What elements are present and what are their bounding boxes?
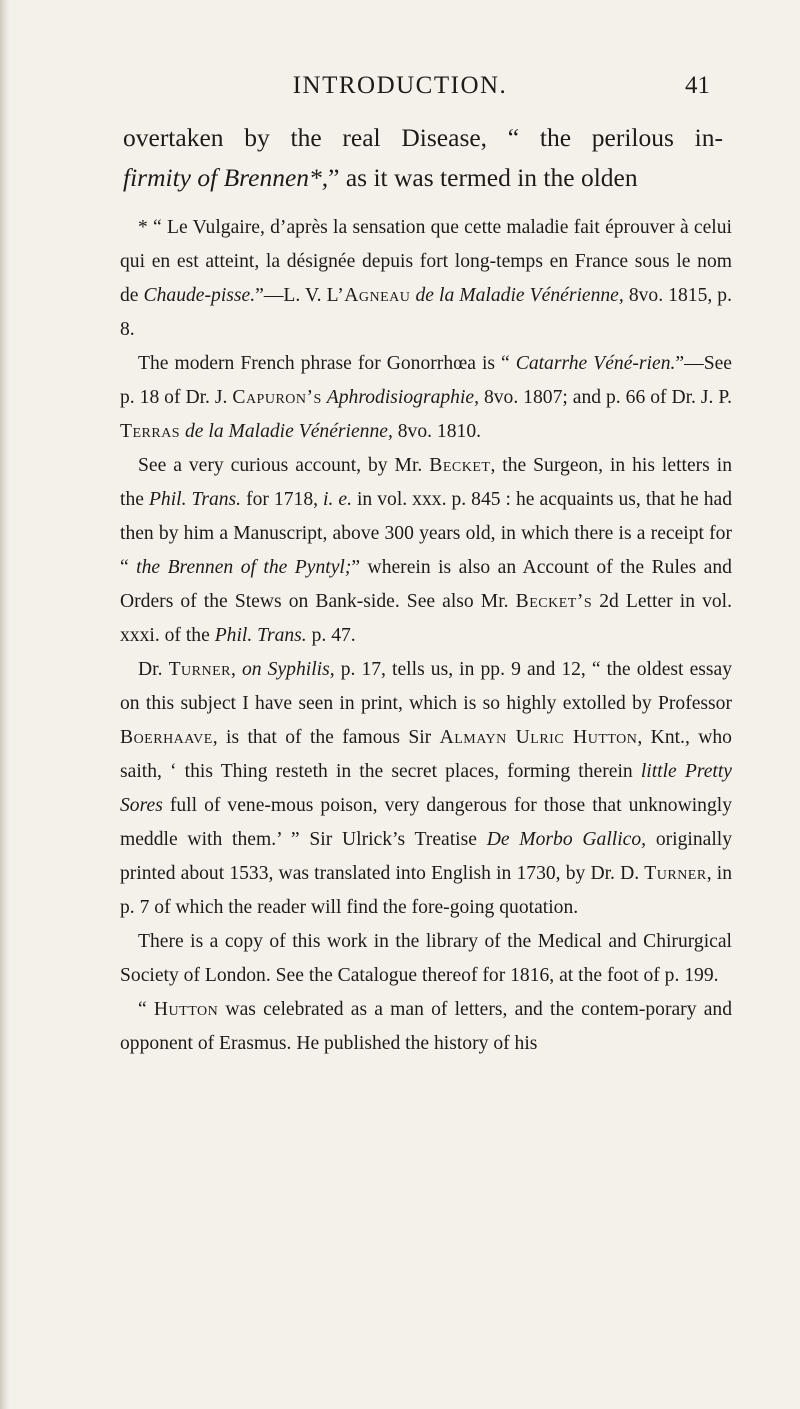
footnote-paragraph-2 — [120, 347, 732, 449]
text-run: originally printed about 1533, was translated into English in 1730, by Dr. D. — [120, 829, 733, 884]
text-run: full of vene-mous poison, very dangerous for those that unknowingly meddle with them.’ ” Sir Ulrick’s Treatise — [120, 795, 732, 850]
main-text — [123, 118, 723, 198]
author-name: Turner — [168, 659, 231, 680]
footnote-paragraph-1 — [120, 211, 732, 347]
author-name: Becket’s — [515, 591, 593, 612]
text-run: , Knt., who saith, ‘ this Thing resteth in the secret places, forming therein — [120, 727, 732, 782]
author-name: Boerhaave — [120, 727, 213, 748]
italic-run: de la Maladie Vénérienne, — [185, 421, 393, 442]
italic-run: De Morbo Gallico, — [486, 829, 647, 850]
italic-run: i. e. — [323, 489, 352, 510]
text-run: p. 17, tells us, in pp. 9 and 12, “ the oldest essay on this subject I have seen in print, which is so highly extolled by Professor — [120, 659, 733, 714]
text-run: Dr. — [138, 659, 169, 680]
italic-phrase: firmity of Brennen*, — [123, 163, 329, 192]
italic-run: de la Maladie Vénérienne, — [415, 285, 624, 306]
footnote-paragraph-4 — [120, 653, 732, 925]
footnotes — [120, 211, 732, 1061]
italic-run: Phil. Trans. — [148, 489, 242, 510]
author-name: Capuron’s — [232, 387, 322, 408]
page-header — [0, 72, 800, 112]
text-run: p. 47. — [306, 625, 356, 646]
main-text-line-2 — [123, 158, 723, 198]
text-run: , the Surgeon, in his letters in the — [120, 455, 732, 510]
italic-run: Chaude-pisse. — [143, 285, 256, 306]
author-name: Becket — [429, 455, 491, 476]
author-name: Almayn Ulric Hutton — [439, 727, 638, 748]
text-run: The modern French phrase for Gonorrhœa is “ — [138, 353, 516, 374]
footnote-paragraph-6 — [120, 993, 732, 1061]
page-number: 41 — [685, 72, 710, 99]
text-run: “ — [138, 999, 154, 1020]
author-name: Turner — [644, 863, 707, 884]
text-run: 2d Letter in vol. xxxi. of the — [120, 591, 733, 646]
text-run: See a very curious account, by Mr. — [138, 455, 430, 476]
italic-run: Phil. Trans. — [214, 625, 307, 646]
text-run: , is that of the famous Sir — [212, 727, 440, 748]
text-run: in vol. xxx. p. 845 : he acquaints us, that he had then by him a Manuscript, above 300 years old, in which there is a receipt for “ — [120, 489, 733, 578]
page-binding-edge — [0, 0, 10, 1409]
running-title: INTRODUCTION. — [292, 72, 508, 99]
text-run: * “ Le Vulgaire, d’après la sensation que cette maladie fait éprouver à celui qui en est atteint, la désignée depuis fort long-temps en France sous le nom de — [120, 217, 732, 306]
text-run: , in p. 7 of which the reader will find the fore-going quotation. — [120, 863, 732, 918]
text-run: ” wherein is also an Account of the Rules and Orders of the Stews on Bank-side. See also Mr. — [120, 557, 732, 612]
italic-run: little Pretty Sores — [120, 761, 732, 816]
italic-run: on Syphilis, — [241, 659, 335, 680]
author-name: L’Agneau — [326, 285, 411, 306]
italic-run: Aphrodisiographie, — [326, 387, 479, 408]
text-run: 8vo. 1815, p. 8. — [120, 285, 733, 340]
text-run: , — [231, 659, 242, 680]
footnote-paragraph-3 — [120, 449, 732, 653]
italic-run: Catarrhe Véné-rien. — [515, 353, 676, 374]
main-text-line-1: overtaken by the real Disease, “ the perilous in- — [123, 123, 723, 152]
footnote-paragraph-5 — [120, 925, 732, 993]
author-name: Hutton — [153, 999, 219, 1020]
text-run: ”—L. V. — [255, 285, 327, 306]
author-name: Terras — [120, 421, 181, 442]
text-run: There is a copy of this work in the library of the Medical and Chirurgical Society of London. See the Catalogue thereof for 1816, at the foot of p. 199. — [120, 931, 732, 986]
text-run: 8vo. 1810. — [392, 421, 482, 442]
text-run: for 1718, — [241, 489, 324, 510]
text-run: ”—See p. 18 of Dr. J. — [120, 353, 732, 408]
text-run: 8vo. 1807; and p. 66 of Dr. J. P. — [479, 387, 732, 408]
main-text-continuation: ” as it was termed in the olden — [328, 163, 638, 192]
text-run: was celebrated as a man of letters, and the contem-porary and opponent of Erasmus. He published the history of his — [120, 999, 732, 1054]
italic-run: the Brennen of the Pyntyl; — [136, 557, 352, 578]
